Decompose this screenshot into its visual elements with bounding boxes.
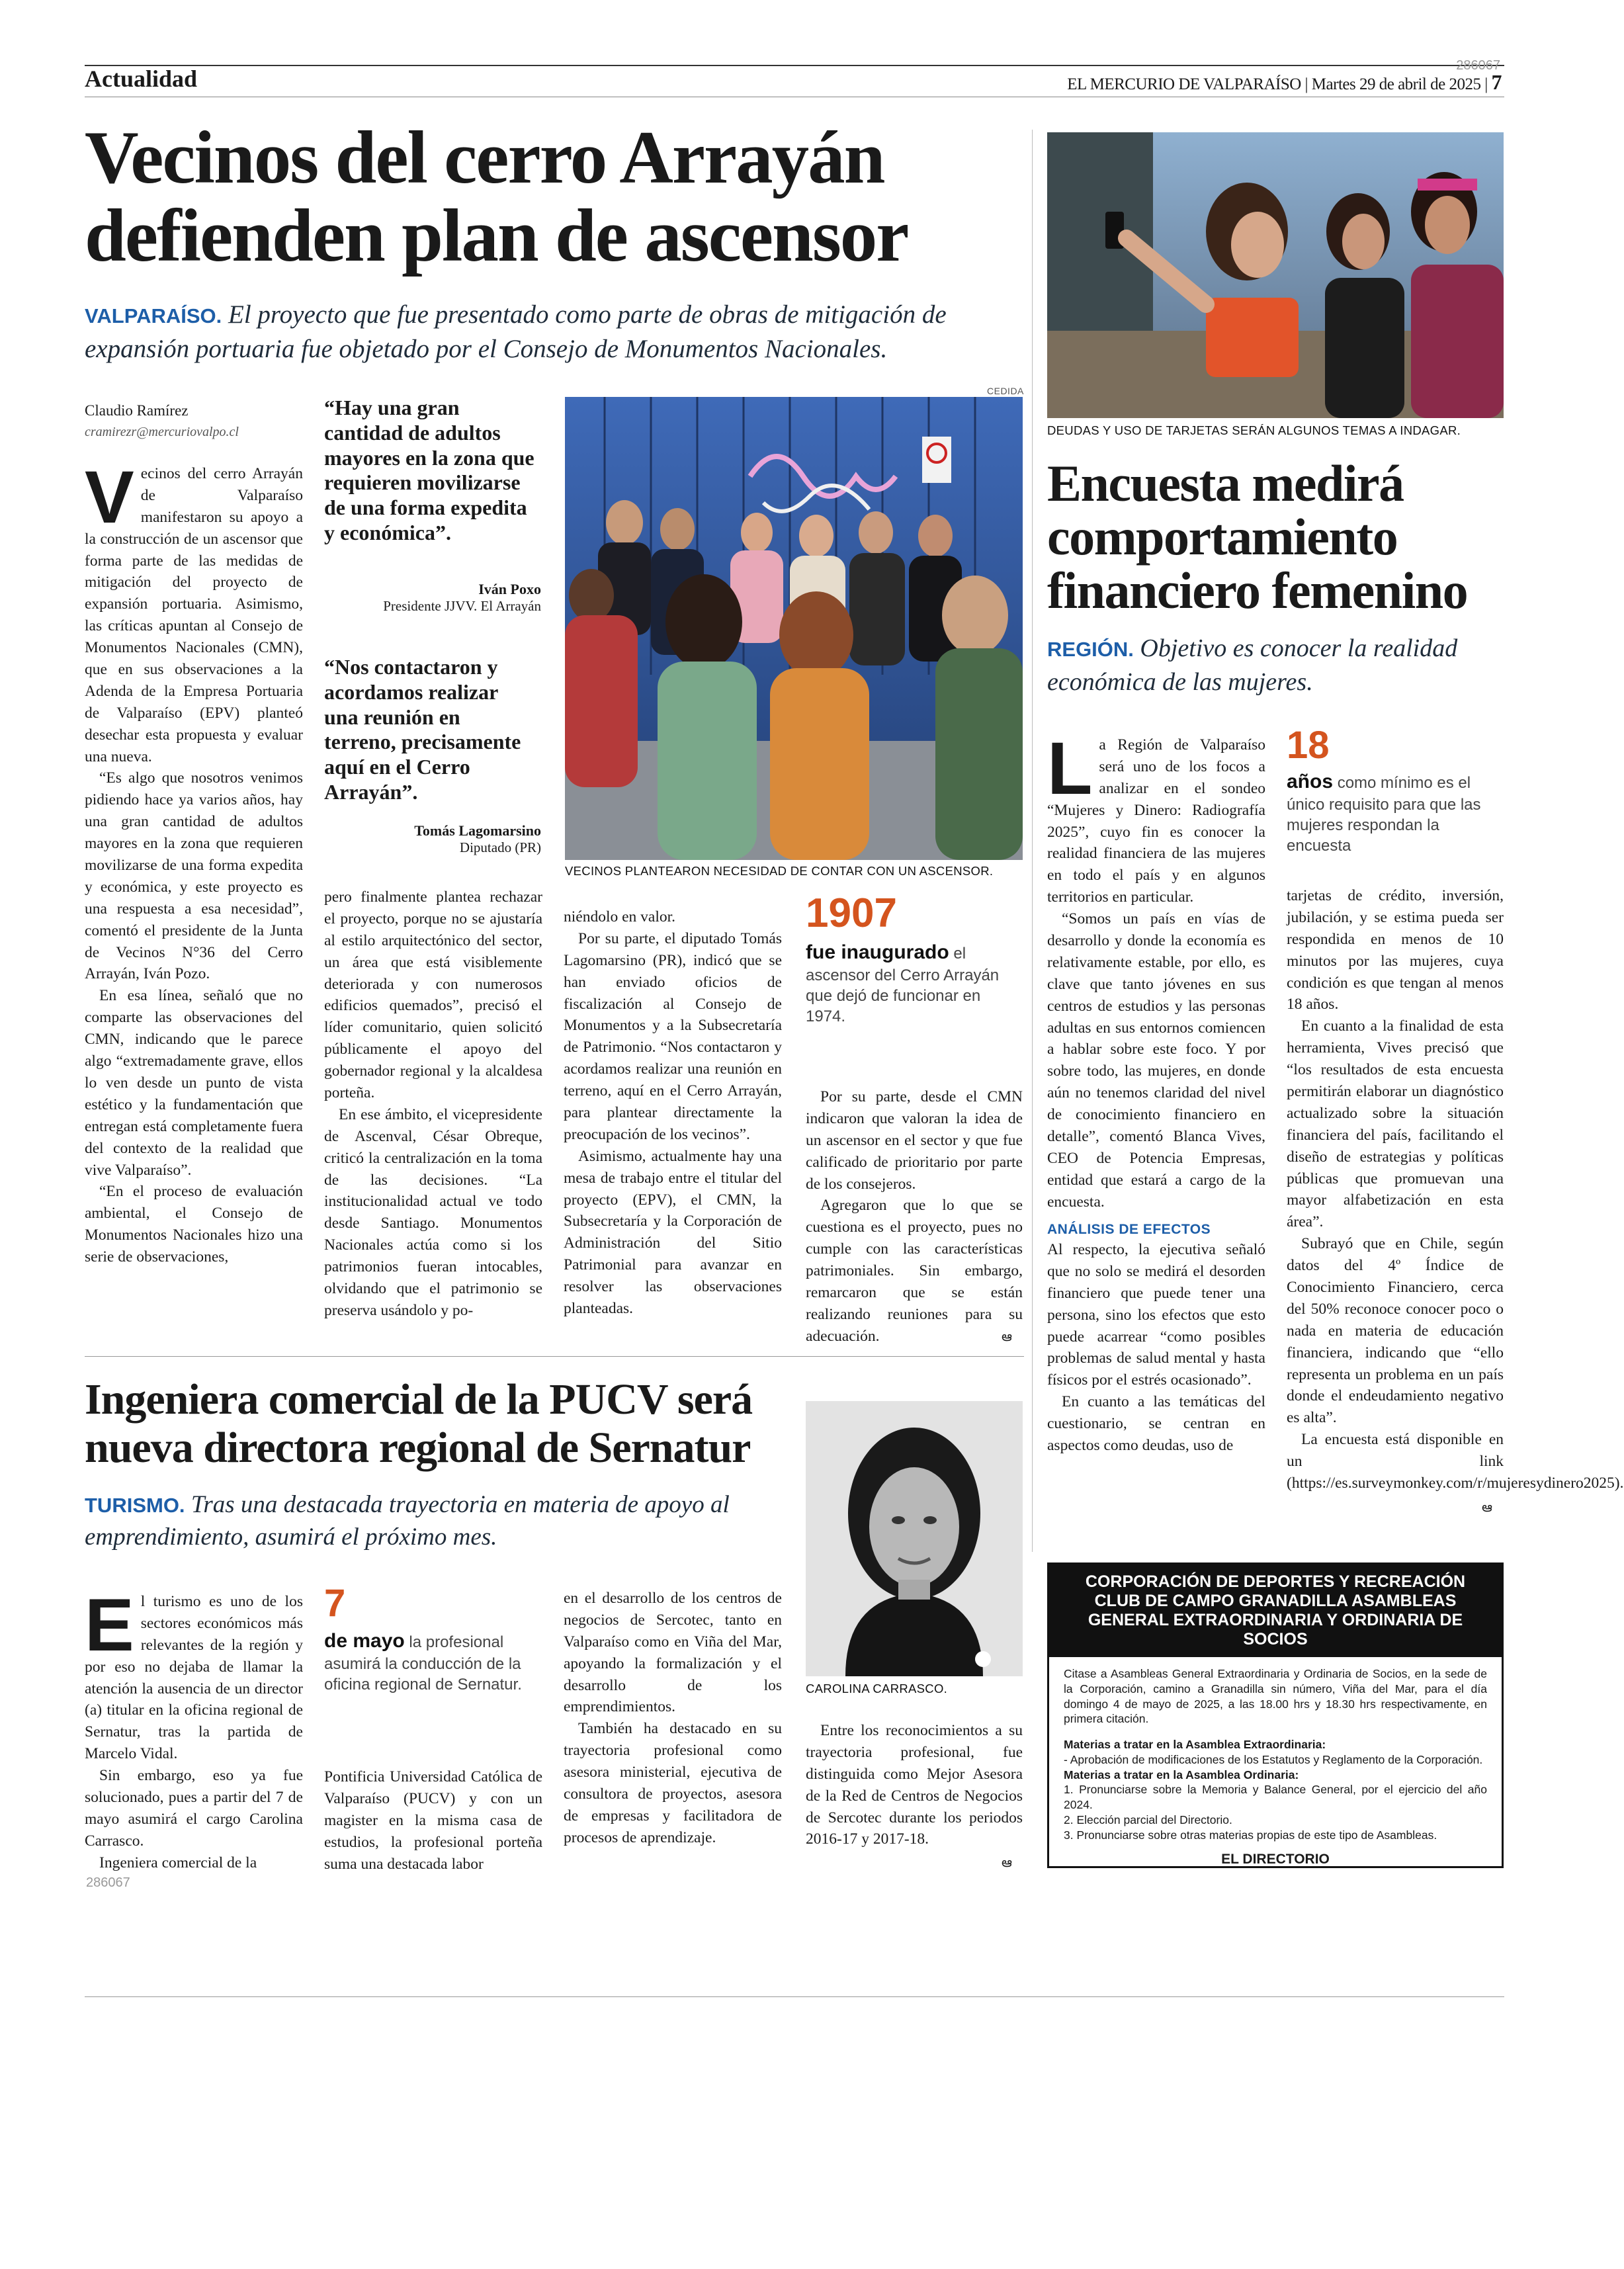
ad-body	[1049, 1657, 1502, 1869]
selfie-photo	[1047, 132, 1504, 418]
article1-col3-p3: Asimismo, actualmente hay una mesa de trabajo entre el titular del proyecto (EPV), el CMN, la Subsecretaría y la Corporación de Administración del Sitio Patrimonial para avanzar en resolver las observaciones planteadas.	[564, 1147, 782, 1318]
photo2-caption: DEUDAS Y USO DE TARJETAS SERÁN ALGUNOS TEMAS A INDAGAR.	[1047, 423, 1461, 437]
pull-quote-2: “Nos contactaron y acordamos realizar una reunión en terreno, precisamente aquí en el Cerro Arrayán”.	[324, 655, 521, 804]
article3-end-mark: ఆ	[1002, 1856, 1012, 1870]
article2-col1-p1: a Región de Valparaíso será uno de los focos a analizar en el sondeo “Mujeres y Dinero: Radiografía 2025”, cuyo fin es conocer la realidad financiera de las mujeres en todo el país y en algunos territorios en particular.	[1047, 736, 1265, 906]
article3-dropcap: E	[85, 1584, 134, 1666]
article1-col1-p3: En esa línea, señaló que no comparte las observaciones del CMN, indicando que le parece algo “extremadamente grave, ellos lo ven desde un punto de vista estético y la fundamentación que entregan está completamente fuera del contexto de la realidad que vive Valparaíso”.	[85, 987, 303, 1179]
pull-quote-1-sig	[324, 581, 541, 615]
article1-end-mark: ఆ	[1002, 1330, 1012, 1344]
article1-email: cramirezr@mercuriovalpo.cl	[85, 425, 239, 439]
article2-headline-line2: comportamiento	[1047, 508, 1398, 566]
header-info: EL MERCURIO DE VALPARAÍSO | Martes 29 de abril de 2025 | 7	[1067, 70, 1502, 94]
article3-col1-p3: Ingeniera comercial de la	[99, 1854, 257, 1871]
article3-col1-p1: l turismo es uno de los sectores económicos más relevantes de la región y por eso no dejaba de llamar la atención la ausencia de un director (a) titular en la oficina regional de Sernatur, tras la partida de Marcelo Vidal.	[85, 1593, 303, 1763]
ad-extra-item: - Aprobación de modificaciones de los Estatutos y Reglamento de la Corporación.	[1064, 1752, 1483, 1766]
article1-dropcap: V	[85, 456, 134, 538]
article1-headline-line2: defienden plan de ascensor	[85, 194, 908, 277]
article2-col2-p3: Subrayó que en Chile, según datos del 4º Índice de Conocimiento Financiero, cerca del 50% reconoce conocer poco o nada en materia de educación financiera, indicando que “ello representa un problema en un país donde el endeudamiento negativo es alta”.	[1287, 1235, 1504, 1427]
fact-box-18	[1287, 726, 1504, 857]
ad-ord-item-3: 3. Pronunciarse sobre otras materias propias de este tipo de Asambleas.	[1064, 1828, 1437, 1842]
article1-bottom-rule	[85, 1356, 1024, 1357]
fact-18-text: como mínimo es el único requisito para que las mujeres respondan la encuesta	[1287, 774, 1481, 855]
fact-1907-text: el ascensor del Cerro Arrayán que dejó de funcionar en 1974.	[806, 945, 1000, 1026]
photo1-credit: CEDIDA	[987, 386, 1024, 396]
ad-ord-item-2: 2. Elección parcial del Directorio.	[1064, 1813, 1232, 1826]
article2-col2-p4: La encuesta está disponible en un link (https://es.surveymonkey.com/r/mujeresydinero2025).	[1287, 1431, 1624, 1492]
article1-bajada	[85, 298, 1037, 366]
article2-col1	[1047, 727, 1265, 1457]
article2-col1-p4: En cuanto a las temáticas del cuestionario, se centran en aspectos como deudas, uso de	[1047, 1393, 1265, 1454]
newspaper-name: EL MERCURIO DE VALPARAÍSO	[1067, 75, 1301, 93]
quote2-name: Tomás Lagomarsino	[414, 822, 541, 839]
quote2-role: Diputado (PR)	[459, 839, 541, 855]
fact-18-bold: años	[1287, 771, 1334, 792]
article1-col2-p1: pero finalmente plantea rechazar el proyecto, porque no se ajustaría al estilo arquitectónico del sector, un área que está visiblemente deteriorada y con numerosos edificios quemados”, precisó el líder comunitario, quien solicitó públicamente el apoyo del gobernador regional y la alcaldesa porteña.	[324, 888, 542, 1102]
article1-col1	[85, 456, 303, 1268]
article3-col1	[85, 1584, 303, 1874]
article1-col4-p2: Agregaron que lo que se cuestiona es el proyecto, pues no cumple con las características patrimoniales. Sin embargo, remarcaron que se están realizando reuniones para su adecuación.	[806, 1197, 1023, 1345]
article1-col1-p2: “Es algo que nosotros venimos pidiendo hace ya varios años, hay una gran cantidad de adultos mayores en la zona que requieren movilizarse de una forma expedita y económica, y este proyecto es una respuesta a esa necesidad”, comentó el presidente de la Junta de Vecinos N°36 del Cerro Arrayán, Iván Pozo.	[85, 769, 303, 983]
neighbors-photo-illustration	[565, 397, 1023, 860]
article1-headline	[85, 116, 1024, 277]
article2-col2	[1287, 885, 1624, 1494]
carrasco-photo	[806, 1401, 1023, 1676]
ad-ord-item-1: 1. Pronunciarse sobre la Memoria y Balance General, por el ejercicio del año 2024.	[1064, 1783, 1487, 1811]
article3-headline-line2: nueva directora regional de Sernatur	[85, 1423, 751, 1472]
photo1-caption: VECINOS PLANTEARON NECESIDAD DE CONTAR CON UN ASCENSOR.	[565, 864, 994, 878]
article1-tag: VALPARAÍSO.	[85, 304, 222, 327]
article3-col3-p1: en el desarrollo de los centros de negocios de Sercotec, tanto en Valparaíso como en Viña del Mar, apoyando la formalización y el desarrollo de los emprendimientos.	[564, 1590, 782, 1716]
fact-18-number: 18	[1287, 724, 1330, 767]
article1-col2-p2: En ese ámbito, el vicepresidente de Ascenval, César Obreque, criticó la centralización en la toma de las decisiones. “La institucionalidad actual ve todo desde Santiago. Monumentos Nacionales actúa como si los patrimonios fueran intocables, olvidando que el patrimonio se preserva usándolo y po-	[324, 1105, 542, 1319]
article1-headline-line1: Vecinos del cerro Arrayán	[85, 116, 884, 199]
article2-dropcap: L	[1047, 727, 1093, 810]
ad-signature: EL DIRECTORIO	[1221, 1852, 1330, 1867]
article2-bajada	[1047, 632, 1504, 699]
neighbors-photo	[565, 397, 1023, 860]
article1-col1-p4: “En el proceso de evaluación ambiental, el Consejo de Monumentos Nacionales hizo una serie de observaciones,	[85, 1183, 303, 1266]
article3-col2	[324, 1766, 542, 1875]
bottom-rule	[85, 1996, 1504, 1997]
page-number: 7	[1491, 70, 1502, 94]
article3-headline	[85, 1376, 812, 1472]
article2-headline-line1: Encuesta medirá	[1047, 454, 1404, 512]
article2-headline	[1047, 454, 1510, 620]
article2-tag: REGIÓN.	[1047, 638, 1134, 661]
article1-col2	[324, 886, 542, 1322]
quote1-role: Presidente JJVV. El Arrayán	[383, 598, 541, 614]
section-label: Actualidad	[85, 65, 198, 92]
fact-7-number: 7	[324, 1582, 346, 1625]
article1-col3-p2: Por su parte, el diputado Tomás Lagomarsino (PR), indicó que se han enviado oficios de fiscalización al Consejo de Monumentos y a la Subsecretaría de Patrimonio. “Nos contactaron y acordamos realizar una reunión en terreno, aquí en el Cerro Arrayán, para plantear directamente la preocupación de los vecinos”.	[564, 929, 782, 1143]
top-rule	[85, 65, 1504, 66]
pull-quote-2-sig	[324, 822, 541, 856]
article2-subhead: ANÁLISIS DE EFECTOS	[1047, 1221, 1211, 1237]
article3-tag: TURISMO.	[85, 1494, 185, 1517]
fact-7-text: la profesional asumirá la conducción de la oficina regional de Sernatur.	[324, 1633, 522, 1694]
article3-headline-line1: Ingeniera comercial de la PUCV será	[85, 1375, 753, 1424]
fact-1907-number: 1907	[806, 890, 897, 936]
article3-col4	[806, 1720, 1023, 1850]
article3-col3-p2: También ha destacado en su trayectoria profesional como asesora ministerial, ejecutiva de consultora de proyectos, asesora de empresas y facilitadora de procesos de aprendizaje.	[564, 1720, 782, 1846]
fact-1907-bold: fue inaugurado	[806, 941, 949, 963]
article2-end-mark: ఆ	[1482, 1500, 1492, 1515]
article1-col4	[806, 1086, 1023, 1348]
column-divider	[1032, 130, 1033, 1552]
fact-box-7	[324, 1584, 542, 1695]
article2-headline-line3: financiero femenino	[1047, 562, 1468, 620]
photo3-caption: CAROLINA CARRASCO.	[806, 1682, 948, 1695]
article1-col1-p1: ecinos del cerro Arrayán de Valparaíso manifestaron su apoyo a la construcción de un ascensor que forma parte de las medidas de mitigación del proyecto de expansión portuaria. Asimismo, las críticas apuntan al Consejo de Monumentos Nacionales (CMN), que en sus observaciones a la Adenda de la Empresa Portuaria de Valparaíso (EPV) planteó desechar esta propuesta y evaluar una nueva.	[85, 465, 303, 765]
article2-col1-p2: “Somos un país en vías de desarrollo y donde la economía es relativamente estable, por ello, es clave que tanto jóvenes en sus centros de estudios y las personas adultas en sus entornos comiencen a hablar sobre este foco. Y por sobre todo, las mujeres, en donde aún no tenemos claridad del nivel de conocimiento financiero en detalle”, comentó Blanca Vives, CEO de Potencia Empresas, entidad que estará a cargo de la encuesta.	[1047, 910, 1265, 1211]
article3-bajada	[85, 1488, 746, 1553]
quote1-name: Iván Poxo	[478, 581, 541, 597]
article3-bajada-text: Tras una destacada trayectoria en materia de apoyo al emprendimiento, asumirá el próximo mes.	[85, 1491, 730, 1551]
fact-7-bold: de mayo	[324, 1630, 405, 1652]
article1-bajada-text: El proyecto que fue presentado como parte de obras de mitigación de expansión portuaria fue objetado por el Consejo de Monumentos Nacionales.	[85, 300, 947, 363]
pull-quote-1: “Hay una gran cantidad de adultos mayores en la zona que requieren movilizarse de una forma expedita y económica”.	[324, 396, 534, 544]
article2-col2-p2: En cuanto a la finalidad de esta herramienta, Vives precisó que “los resultados de esta encuesta permitirán elaborar un diagnóstico actualizado sobre la situación financiera del país, facilitando el diseño de estrategias y políticas públicas que promuevan una mayor alfabetización en esta área”.	[1287, 1017, 1504, 1231]
article2-bajada-text: Objetivo es conocer la realidad económica de las mujeres.	[1047, 634, 1458, 696]
article3-col4-p1: Entre los reconocimientos a su trayectoria profesional, fue distinguida como Mejor Asesora de la Red de Centros de Negocios de Sercotec durante los periodos 2016-17 y 2017-18.	[806, 1722, 1023, 1848]
ad-title: CORPORACIÓN DE DEPORTES Y RECREACIÓN CLUB DE CAMPO GRANADILLA ASAMBLEAS GENERAL EXTRAORDINARIA Y ORDINARIA DE SOCIOS	[1049, 1564, 1502, 1657]
article2-col2-p1: tarjetas de crédito, inversión, jubilación, y se estima pueda ser respondida en menos de 10 minutos por las mujeres, cuya condición es que tengan al menos 18 años.	[1287, 887, 1504, 1013]
article1-col4-p1: Por su parte, desde el CMN indicaron que valoran la idea de un ascensor en el sector y que fue calificado de prioritario por parte de los consejeros.	[806, 1088, 1023, 1193]
article3-col3	[564, 1588, 782, 1849]
carrasco-photo-illustration	[806, 1401, 1023, 1676]
ad-ord-title: Materias a tratar en la Asamblea Ordinaria:	[1064, 1768, 1299, 1781]
ad-extra-title: Materias a tratar en la Asamblea Extraordinaria:	[1064, 1738, 1326, 1751]
fact-box-1907	[806, 890, 1023, 1027]
article3-col2-p1: Pontificia Universidad Católica de Valparaíso (PUCV) y con un magister en la misma casa de estudios, la profesional porteña suma una destacada labor	[324, 1768, 542, 1873]
selfie-photo-illustration	[1047, 132, 1504, 418]
page-id-bottom: 286067	[86, 1875, 130, 1890]
article1-col3-p1: niéndolo en valor.	[564, 908, 676, 925]
article1-author: Claudio Ramírez	[85, 402, 189, 419]
club-notice-ad	[1047, 1563, 1504, 1868]
ad-intro: Citase a Asambleas General Extraordinaria y Ordinaria de Socios, en la sede de la Corporación, camino a Granadilla sin número, Viña del Mar, para el día domingo 4 de mayo de 2025, a las 18.00 hrs y 18.30 hrs respectivamente, en primera citación.	[1064, 1667, 1487, 1726]
page-id-top: 286067	[1456, 58, 1500, 73]
article3-col1-p2: Sin embargo, eso ya fue solucionado, pues a partir del 7 de mayo asumirá el cargo Carolina Carrasco.	[85, 1767, 303, 1850]
article1-col3	[564, 906, 782, 1320]
article2-col1-p3: Al respecto, la ejecutiva señaló que no solo se medirá el desorden financiero que puede tener una persona, sino los efectos que esto puede acarrear “como posibles problemas de salud mental y hasta físicos por el estrés ocasionado”.	[1047, 1240, 1265, 1389]
issue-date: Martes 29 de abril de 2025	[1311, 75, 1481, 93]
